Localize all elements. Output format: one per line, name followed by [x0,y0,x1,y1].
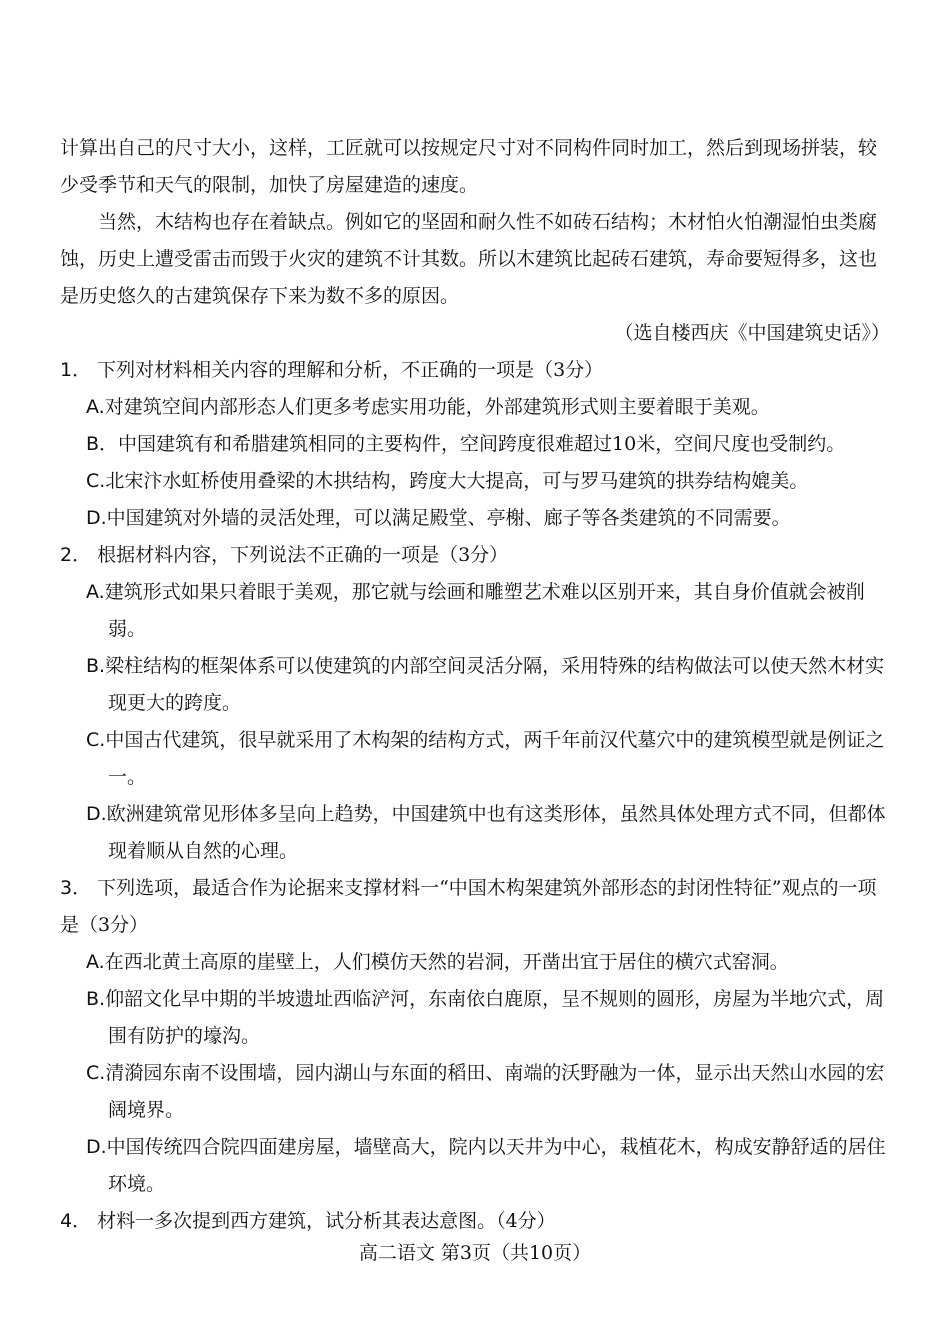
passage-paragraph: 当然，木结构也存在着缺点。例如它的坚固和耐久性不如砖石结构；木材怕火怕潮湿怕虫类腐蚀，历史上遭受雷击而毁于火灾的建筑不计其数。所以木建筑比起砖石建筑，寿命要短得多，这也是历史悠久的古建筑保存下来为数不多的原因。 [60,211,878,307]
passage-source: （选自楼西庆《中国建筑史话》） [614,322,890,344]
question-stem [60,352,892,389]
option-text: 建筑形式如果只着眼于美观，那它就与绘画和雕塑艺术难以区别开来，其自身价值就会被削弱。 [104,581,865,640]
question-stem [60,870,892,944]
question-text: 材料一多次提到西方建筑，试分析其表达意图。（4分） [97,1210,556,1232]
option-text: 欧洲建筑常见形体多呈向上趋势，中国建筑中也有这类形体，虽然具体处理方式不同，但都体现着顺从自然的心理。 [106,803,886,862]
option-letter: A. [86,581,105,603]
option-letter: C. [86,470,106,492]
option-a [60,944,892,981]
question-stem [60,1203,892,1240]
page-footer: 高二语文 第3页（共10页） [358,1242,592,1264]
option-text: 中国建筑有和希腊建筑相同的主要构件，空间跨度很难超过10米，空间尺度也受制约。 [118,433,846,455]
option-letter: A. [86,951,105,973]
option-text: 对建筑空间内部形态人们更多考虑实用功能，外部建筑形式则主要着眼于美观。 [104,396,770,418]
question-2 [60,537,892,870]
option-text: 仰韶文化早中期的半坡遗址西临浐河，东南依白鹿原，呈不规则的圆形，房屋为半地穴式，周围有防护的壕沟。 [105,988,885,1047]
option-letter: D. [86,803,107,825]
option-text: 中国建筑对外墙的灵活处理，可以满足殿堂、亭榭、廊子等各类建筑的不同需要。 [106,507,791,529]
option-letter: B. [86,988,106,1010]
question-number: 2． [60,544,92,566]
passage-paragraph: 计算出自己的尺寸大小，这样，工匠就可以按规定尺寸对不同构件同时加工，然后到现场拼装，较少受季节和天气的限制，加快了房屋建造的速度。 [60,137,878,196]
option-letter: A. [86,396,105,418]
question-number: 1． [60,359,92,381]
question-3 [60,870,892,1203]
question-stem [60,537,892,574]
question-text: 根据材料内容，下列说法不正确的一项是（3分） [97,544,509,566]
option-letter: D. [86,1136,107,1158]
option-d [60,1129,892,1203]
option-letter: D. [86,507,107,529]
option-text: 梁柱结构的框架体系可以使建筑的内部空间灵活分隔，采用特殊的结构做法可以使天然木材实现更大的跨度。 [105,655,885,714]
option-c [60,1055,892,1129]
question-number: 3． [60,877,92,899]
question-1 [60,352,892,537]
option-a [60,389,892,426]
question-text: 下列对材料相关内容的理解和分析，不正确的一项是（3分） [97,359,604,381]
option-text: 北宋汴水虹桥使用叠梁的木拱结构，跨度大大提高，可与罗马建筑的拱券结构媲美。 [105,470,809,492]
option-b [60,426,892,463]
option-letter: C. [86,729,106,751]
option-letter: C. [86,1062,106,1084]
option-text: 中国古代建筑，很早就采用了木构架的结构方式，两千年前汉代墓穴中的建筑模型就是例证之一。 [105,729,885,788]
option-letter: B. [86,655,106,677]
option-text: 在西北黄土高原的崖壁上，人们模仿天然的岩洞，开凿出宜于居住的横穴式窑洞。 [104,951,789,973]
option-text: 清漪园东南不设围墙，园内湖山与东面的稻田、南端的沃野融为一体，显示出天然山水园的宏阔境界。 [105,1062,885,1121]
option-a [60,574,892,648]
option-c [60,722,892,796]
option-letter: B． [86,433,119,455]
option-d [60,796,892,870]
question-number: 4． [60,1210,92,1232]
option-b [60,648,892,722]
option-d [60,500,892,537]
option-b [60,981,892,1055]
option-text: 中国传统四合院四面建房屋，墙壁高大，院内以天井为中心，栽植花木，构成安静舒适的居住环境。 [106,1136,886,1195]
question-4 [60,1203,892,1240]
document-page [60,130,892,1240]
question-text: 下列选项，最适合作为论据来支撑材料一“中国木构架建筑外部形态的封闭性特征”观点的一项是（3分） [60,877,877,936]
option-c [60,463,892,500]
